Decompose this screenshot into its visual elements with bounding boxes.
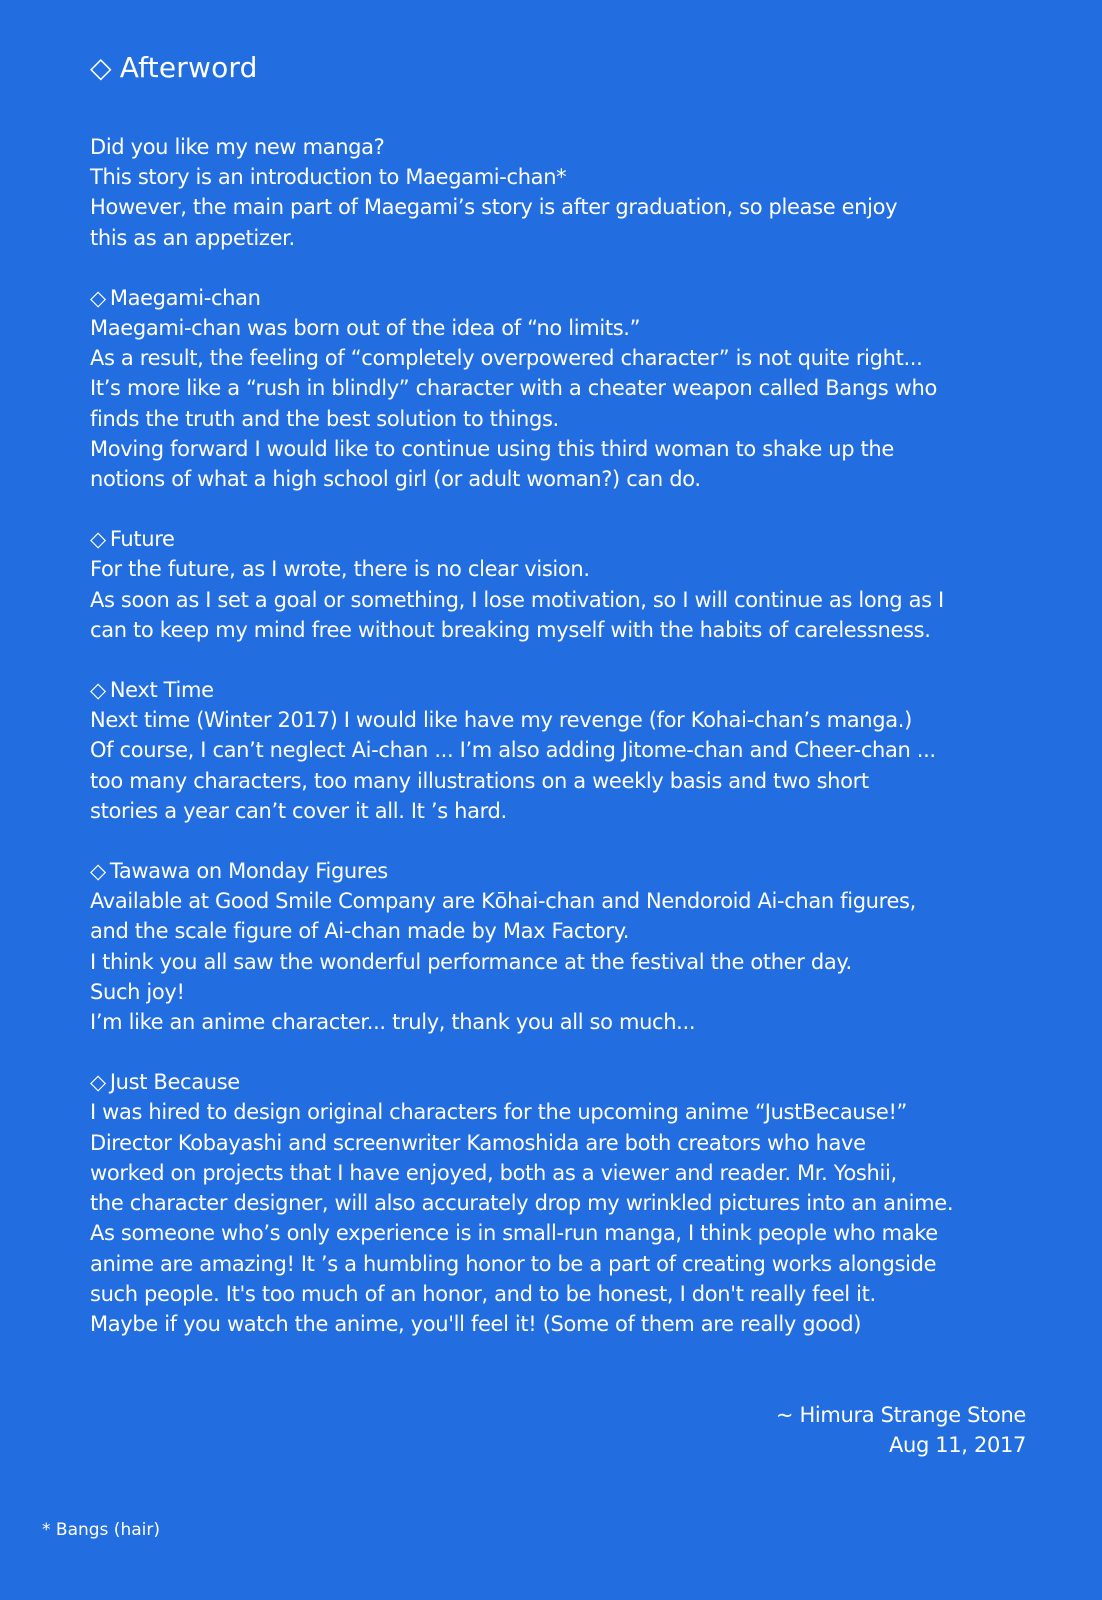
- section-heading-text: Next Time: [109, 678, 214, 703]
- section-line: Maegami-chan was born out of the idea of “no limits.”: [90, 316, 641, 341]
- section-heading-text: Future: [109, 527, 175, 552]
- signature-date: Aug 11, 2017: [889, 1433, 1026, 1457]
- section-line: It’s more like a “rush in blindly” character with a cheater weapon called Bangs who: [90, 376, 937, 401]
- section-heading: [90, 524, 1030, 554]
- section-line: I think you all saw the wonderful performance at the festival the other day.: [90, 949, 852, 974]
- section-line: finds the truth and the best solution to things.: [90, 406, 559, 431]
- section-line: stories a year can’t cover it all. It ’s hard.: [90, 798, 507, 823]
- footnote: * Bangs (hair): [42, 1520, 160, 1540]
- diamond-icon: ◇: [90, 285, 106, 310]
- section-next-time: [90, 675, 1030, 826]
- page-title: [90, 48, 1030, 88]
- section-heading-text: Just Because: [109, 1070, 240, 1095]
- intro-line: This story is an introduction to Maegami-chan*: [90, 165, 567, 190]
- intro-line: Did you like my new manga?: [90, 135, 385, 159]
- section-line: Such joy!: [90, 979, 185, 1004]
- page-title-text: Afterword: [119, 51, 258, 84]
- section-line: anime are amazing! It ’s a humbling honor to be a part of creating works alongside: [90, 1251, 937, 1276]
- section-heading: [90, 675, 1030, 705]
- section-line: Director Kobayashi and screenwriter Kamoshida are both creators who have: [90, 1130, 866, 1155]
- diamond-icon: ◇: [90, 1070, 106, 1095]
- section-line: I was hired to design original characters for the upcoming anime “JustBecause!”: [90, 1100, 908, 1125]
- diamond-icon: ◇: [90, 678, 106, 703]
- section-line: such people. It's too much of an honor, and to be honest, I don't really feel it.: [90, 1281, 876, 1306]
- section-line: notions of what a high school girl (or adult woman?) can do.: [90, 467, 701, 492]
- section-line: can to keep my mind free without breaking myself with the habits of carelessness.: [90, 617, 931, 642]
- afterword-page: [90, 48, 1030, 1339]
- diamond-icon: ◇: [90, 859, 106, 884]
- diamond-icon: ◇: [90, 51, 112, 84]
- section-heading-text: Maegami-chan: [109, 285, 261, 310]
- signature-name: ~ Himura Strange Stone: [775, 1403, 1026, 1427]
- section-heading: [90, 856, 1030, 886]
- section-line: the character designer, will also accurately drop my wrinkled pictures into an anime.: [90, 1191, 954, 1216]
- section-line: Of course, I can’t neglect Ai-chan ... I’m also adding Jitome-chan and Cheer-chan ...: [90, 738, 936, 763]
- diamond-icon: ◇: [90, 527, 106, 552]
- section-line: worked on projects that I have enjoyed, both as a viewer and reader. Mr. Yoshii,: [90, 1160, 897, 1185]
- section-heading-text: Tawawa on Monday Figures: [109, 859, 388, 884]
- section-heading: [90, 283, 1030, 313]
- section-line: Moving forward I would like to continue using this third woman to shake up the: [90, 436, 894, 461]
- section-line: and the scale figure of Ai-chan made by Max Factory.: [90, 919, 630, 944]
- intro-paragraph: [90, 132, 1030, 253]
- section-line: Next time (Winter 2017) I would like have my revenge (for Kohai-chan’s manga.): [90, 708, 912, 733]
- section-line: As someone who’s only experience is in small-run manga, I think people who make: [90, 1221, 938, 1246]
- section-line: Available at Good Smile Company are Kōhai-chan and Nendoroid Ai-chan figures,: [90, 889, 916, 914]
- section-line: I’m like an anime character... truly, thank you all so much...: [90, 1010, 696, 1035]
- section-line: For the future, as I wrote, there is no clear vision.: [90, 557, 590, 582]
- section-line: As soon as I set a goal or something, I lose motivation, so I will continue as long as I: [90, 587, 944, 612]
- section-line: too many characters, too many illustrations on a weekly basis and two short: [90, 768, 869, 793]
- section-just-because: [90, 1067, 1030, 1339]
- section-maegami-chan: [90, 283, 1030, 494]
- intro-line: However, the main part of Maegami’s story is after graduation, so please enjoy: [90, 195, 898, 220]
- intro-line: this as an appetizer.: [90, 225, 295, 250]
- signature: [776, 1400, 1026, 1460]
- section-tawawa-figures: [90, 856, 1030, 1037]
- section-line: As a result, the feeling of “completely overpowered character” is not quite right...: [90, 346, 923, 371]
- section-future: [90, 524, 1030, 645]
- section-heading: [90, 1067, 1030, 1097]
- section-line: Maybe if you watch the anime, you'll feel it! (Some of them are really good): [90, 1311, 862, 1336]
